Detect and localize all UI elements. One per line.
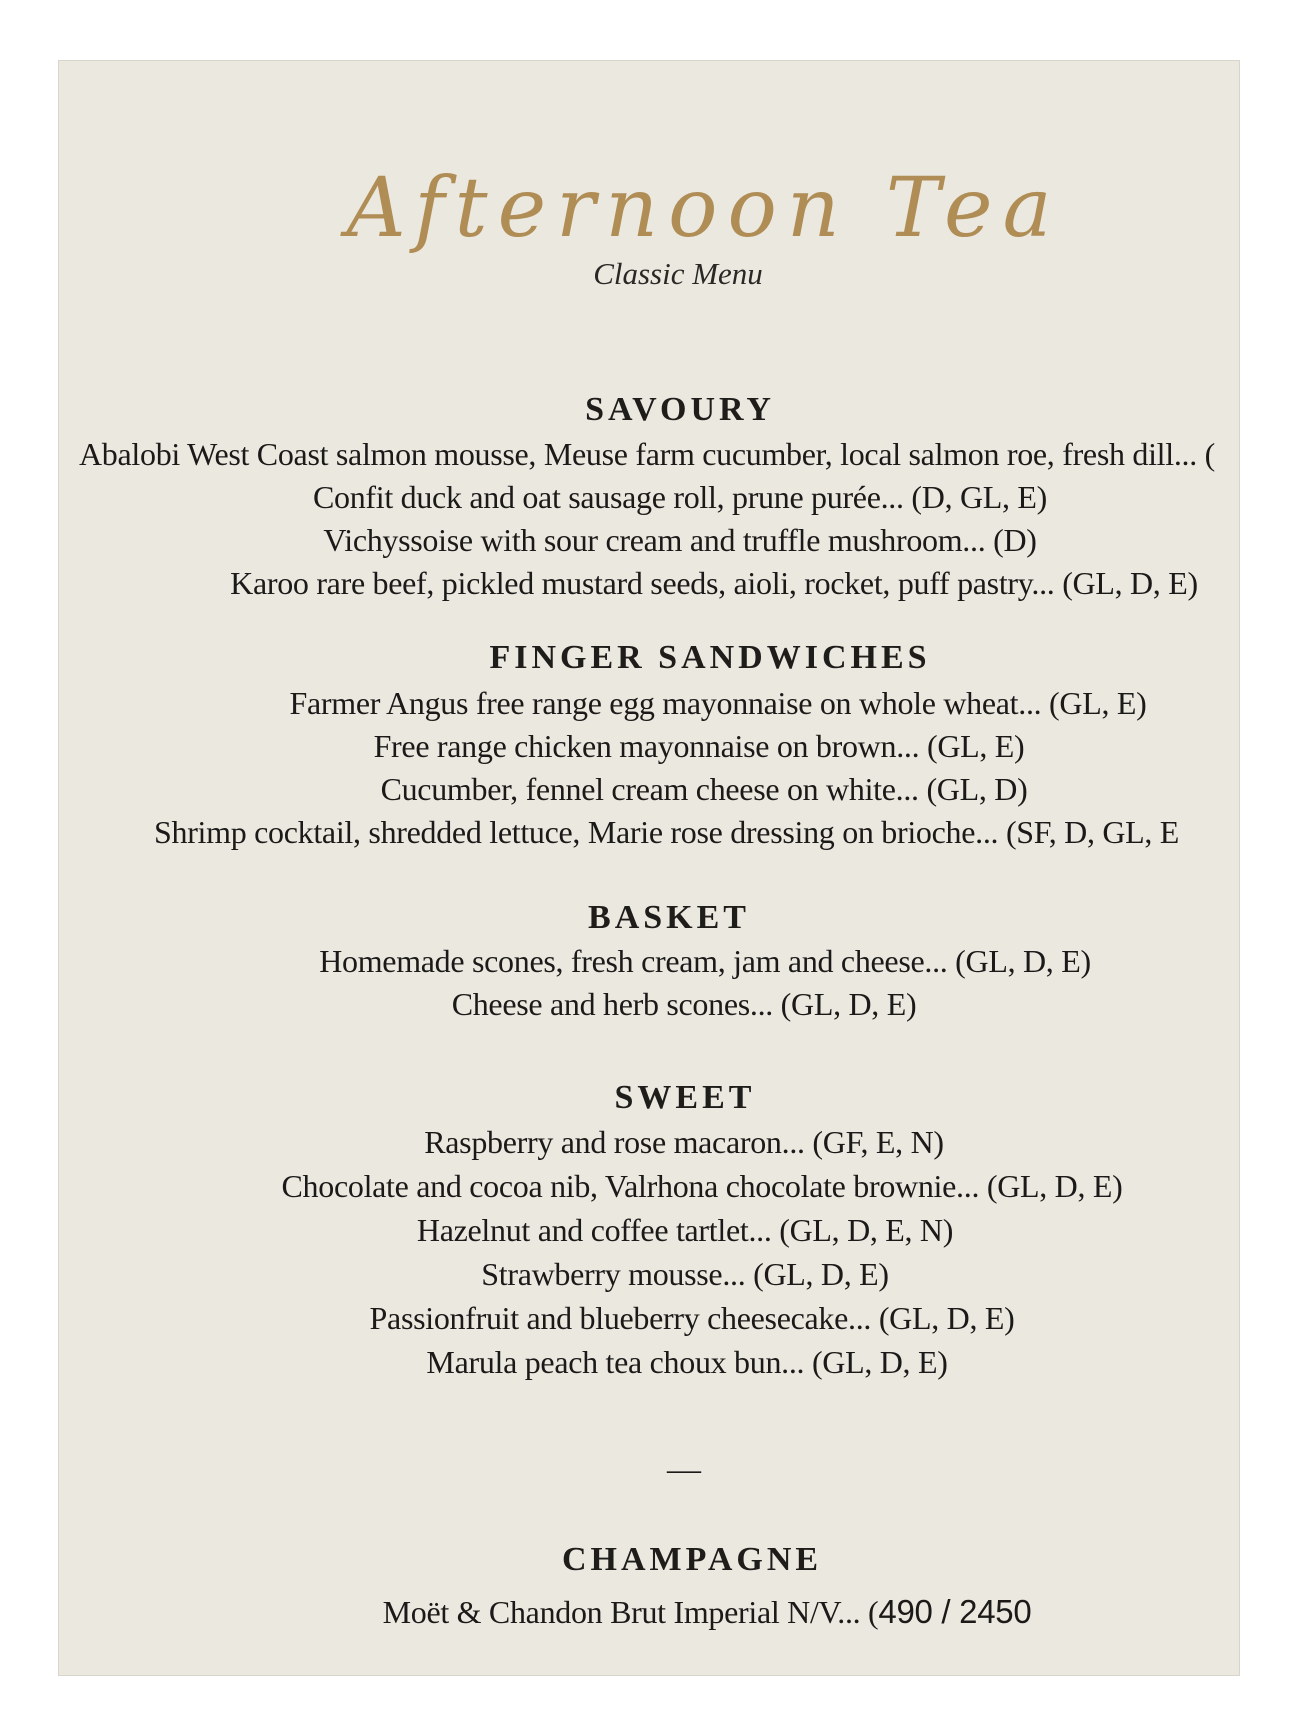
section-title-sweet: SWEET bbox=[614, 1079, 756, 1116]
champagne-item bbox=[59, 1593, 1239, 1631]
menu-item: Homemade scones, fresh cream, jam and cheese... (GL, D, E) bbox=[319, 943, 1091, 979]
section-title-finger-sandwiches: FINGER SANDWICHES bbox=[489, 639, 931, 676]
section-title-savoury: SAVOURY bbox=[585, 391, 775, 428]
champagne-name: Moët & Chandon Brut Imperial N/V... ( bbox=[382, 1594, 879, 1630]
menu-item: Hazelnut and coffee tartlet... (GL, D, E, N) bbox=[416, 1212, 954, 1248]
menu-item: Marula peach tea choux bun... (GL, D, E) bbox=[426, 1344, 948, 1380]
menu-card bbox=[58, 60, 1240, 1676]
champagne-price: 490 / 2450 bbox=[878, 1593, 1032, 1630]
menu-item: Shrimp cocktail, shredded lettuce, Marie rose dressing on brioche... (SF, D, GL, E bbox=[154, 814, 1180, 850]
menu-item: Chocolate and cocoa nib, Valrhona chocolate brownie... (GL, D, E) bbox=[281, 1168, 1123, 1204]
section-title-basket: BASKET bbox=[588, 899, 750, 936]
menu-title: Afternoon Tea bbox=[346, 161, 1062, 256]
menu-item: Abalobi West Coast salmon mousse, Meuse farm cucumber, local salmon roe, fresh dill... ( bbox=[79, 436, 1216, 472]
section-title-champagne: CHAMPAGNE bbox=[561, 1541, 823, 1578]
menu-item: Vichyssoise with sour cream and truffle mushroom... (D) bbox=[323, 522, 1037, 558]
menu-subtitle: Classic Menu bbox=[593, 256, 763, 291]
divider-dash: — bbox=[667, 1451, 701, 1488]
menu-content bbox=[59, 61, 1239, 1675]
menu-item: Passionfruit and blueberry cheesecake... (GL, D, E) bbox=[369, 1300, 1015, 1336]
menu-item: Raspberry and rose macaron... (GF, E, N) bbox=[424, 1124, 944, 1160]
menu-item: Free range chicken mayonnaise on brown... (GL, E) bbox=[373, 728, 1025, 764]
menu-item: Strawberry mousse... (GL, D, E) bbox=[481, 1256, 889, 1292]
menu-item: Karoo rare beef, pickled mustard seeds, aioli, rocket, puff pastry... (GL, D, E) bbox=[230, 565, 1198, 601]
menu-item: Confit duck and oat sausage roll, prune purée... (D, GL, E) bbox=[312, 479, 1048, 515]
menu-item: Farmer Angus free range egg mayonnaise on whole wheat... (GL, E) bbox=[289, 685, 1147, 721]
menu-item: Cucumber, fennel cream cheese on white... (GL, D) bbox=[380, 771, 1028, 807]
menu-item: Cheese and herb scones... (GL, D, E) bbox=[451, 986, 917, 1022]
